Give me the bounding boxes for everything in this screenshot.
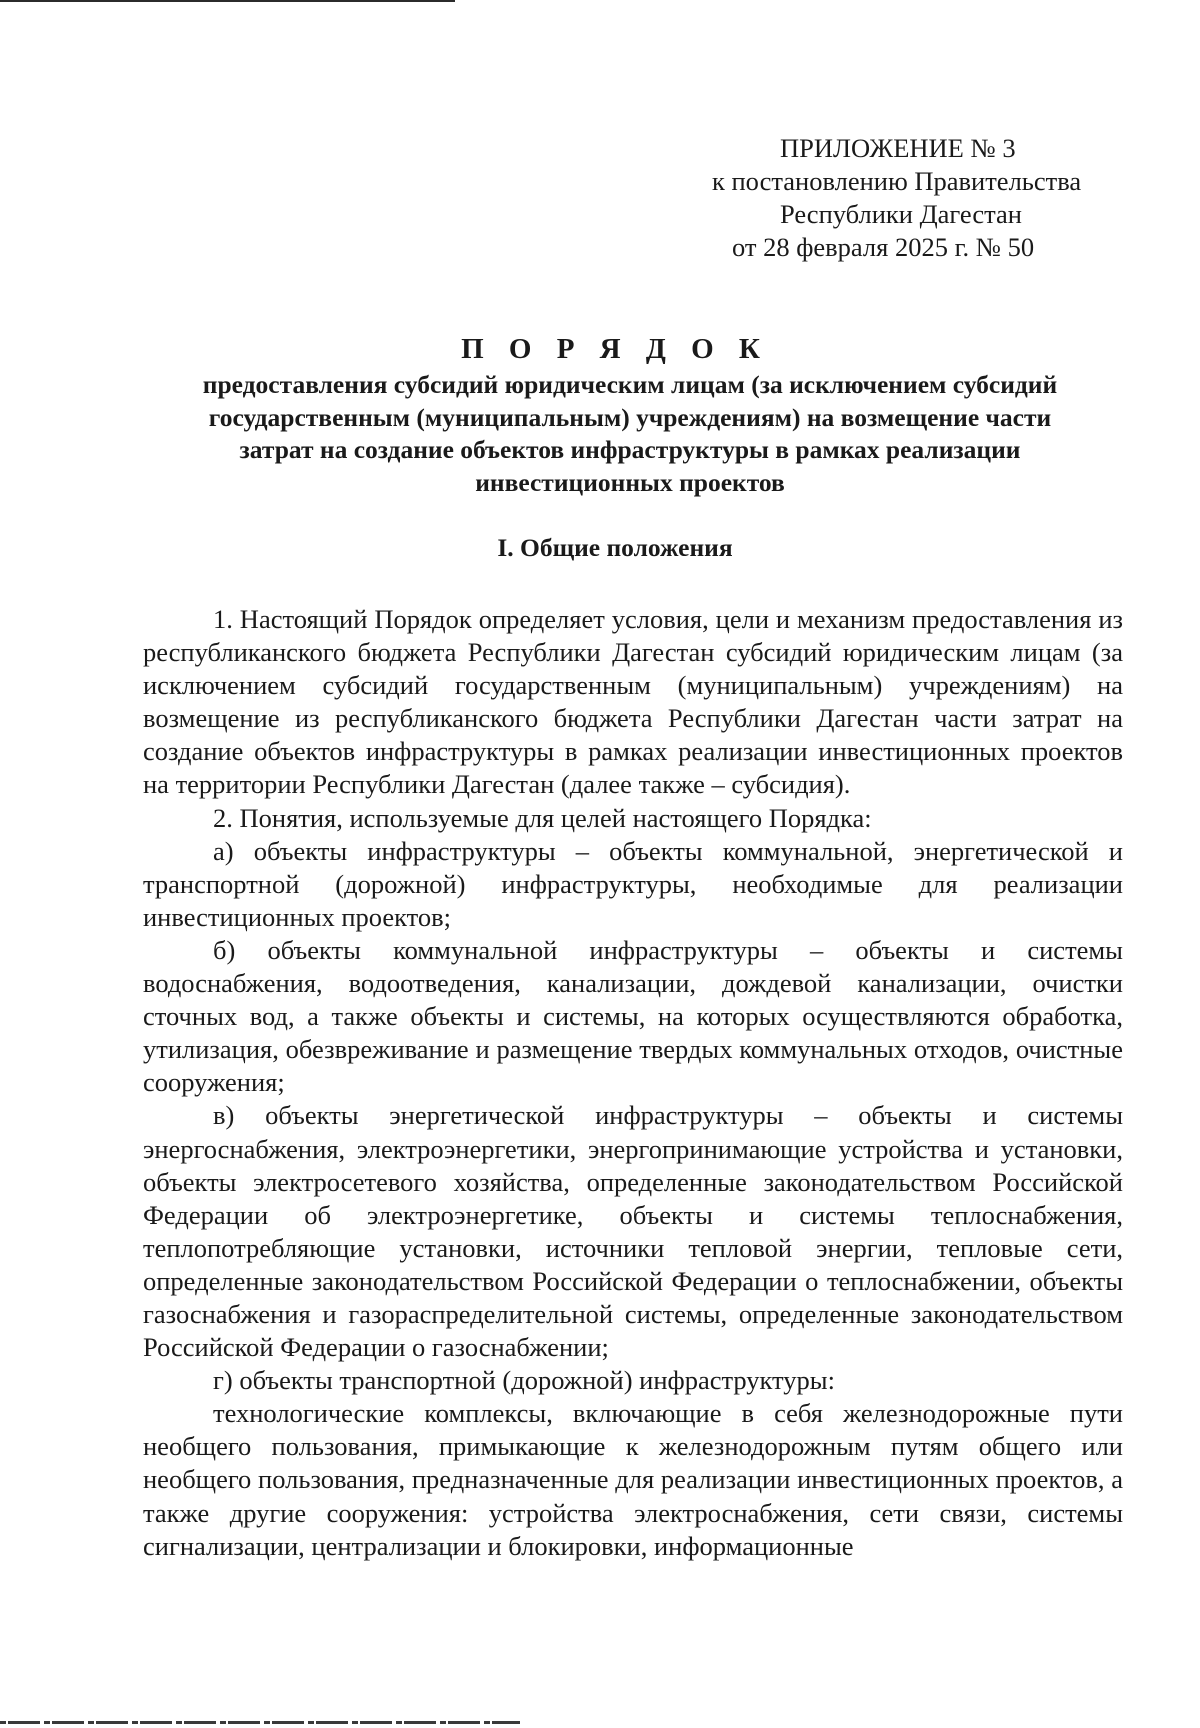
document-body [143, 603, 1123, 1563]
section-heading: I. Общие положения [497, 533, 733, 562]
paragraph-1: 1. Настоящий Порядок определяет условия, цели и механизм предоставления из республиканского бюджета Республики Дагестан субсидий юридическим лицам (за исключением субсидий государственным (муниципальным) учреждениям) на возмещение из республиканского бюджета Республики Дагестан части затрат на создание объектов инфраструктуры в рамках реализации инвестиционных проектов на территории Республики Дагестан (далее также – субсидия). [143, 604, 1123, 800]
scan-edge-top [0, 0, 455, 2]
appendix-government: Республики Дагестан [780, 199, 1022, 229]
appendix-reference: к постановлению Правительства [712, 166, 1082, 196]
appendix-block [640, 132, 1120, 264]
document-subtitle: предоставления субсидий юридическим лицам (за исключением субсидий государственным (муниципальным) учреждениям) на возмещение части затрат на создание объектов инфраструктуры в рамках реализации инвестиционных проектов [202, 370, 1058, 497]
scan-edge-bottom [0, 1721, 520, 1724]
document-title: П О Р Я Д О К [461, 333, 769, 365]
appendix-number: ПРИЛОЖЕНИЕ № 3 [780, 133, 1016, 163]
paragraph-2v: в) объекты энергетической инфраструктуры – объекты и системы энергоснабжения, электроэнергетики, энергопринимающие устройства и установки, объекты электросетевого хозяйства, определенные законодательством Российской Федерации об электроэнергетике, объекты и системы теплоснабжения, теплопотребляющие установки, источники тепловой энергии, тепловые сети, определенные законодательством Российской Федерации о теплоснабжении, объекты газоснабжения и газораспределительной системы, определенные законодательством Российской Федерации о газоснабжении; [143, 1100, 1123, 1363]
appendix-date: от 28 февраля 2025 г. № 50 [732, 232, 1035, 262]
paragraph-2g: г) объекты транспортной (дорожной) инфраструктуры: [213, 1365, 835, 1396]
paragraph-2: 2. Понятия, используемые для целей настоящего Порядка: [213, 802, 872, 833]
paragraph-2g-detail: технологические комплексы, включающие в себя железнодорожные пути необщего пользования, примыкающие к железнодорожным путям общего или необщего пользования, предназначенные для реализации инвестиционных проектов, а также другие сооружения: устройства электроснабжения, сети связи, системы сигнализации, централизации и блокировки, информационные [143, 1398, 1123, 1561]
paragraph-2a: а) объекты инфраструктуры – объекты коммунальной, энергетической и транспортной (дорожной) инфраструктуры, необходимые для реализации инвестиционных проектов; [143, 835, 1123, 932]
paragraph-2b: б) объекты коммунальной инфраструктуры – объекты и системы водоснабжения, водоотведения, канализации, дождевой канализации, очистки сточных вод, а также объекты и системы, на которых осуществляются обработка, утилизация, обезвреживание и размещение твердых коммунальных отходов, очистные сооружения; [143, 934, 1123, 1098]
